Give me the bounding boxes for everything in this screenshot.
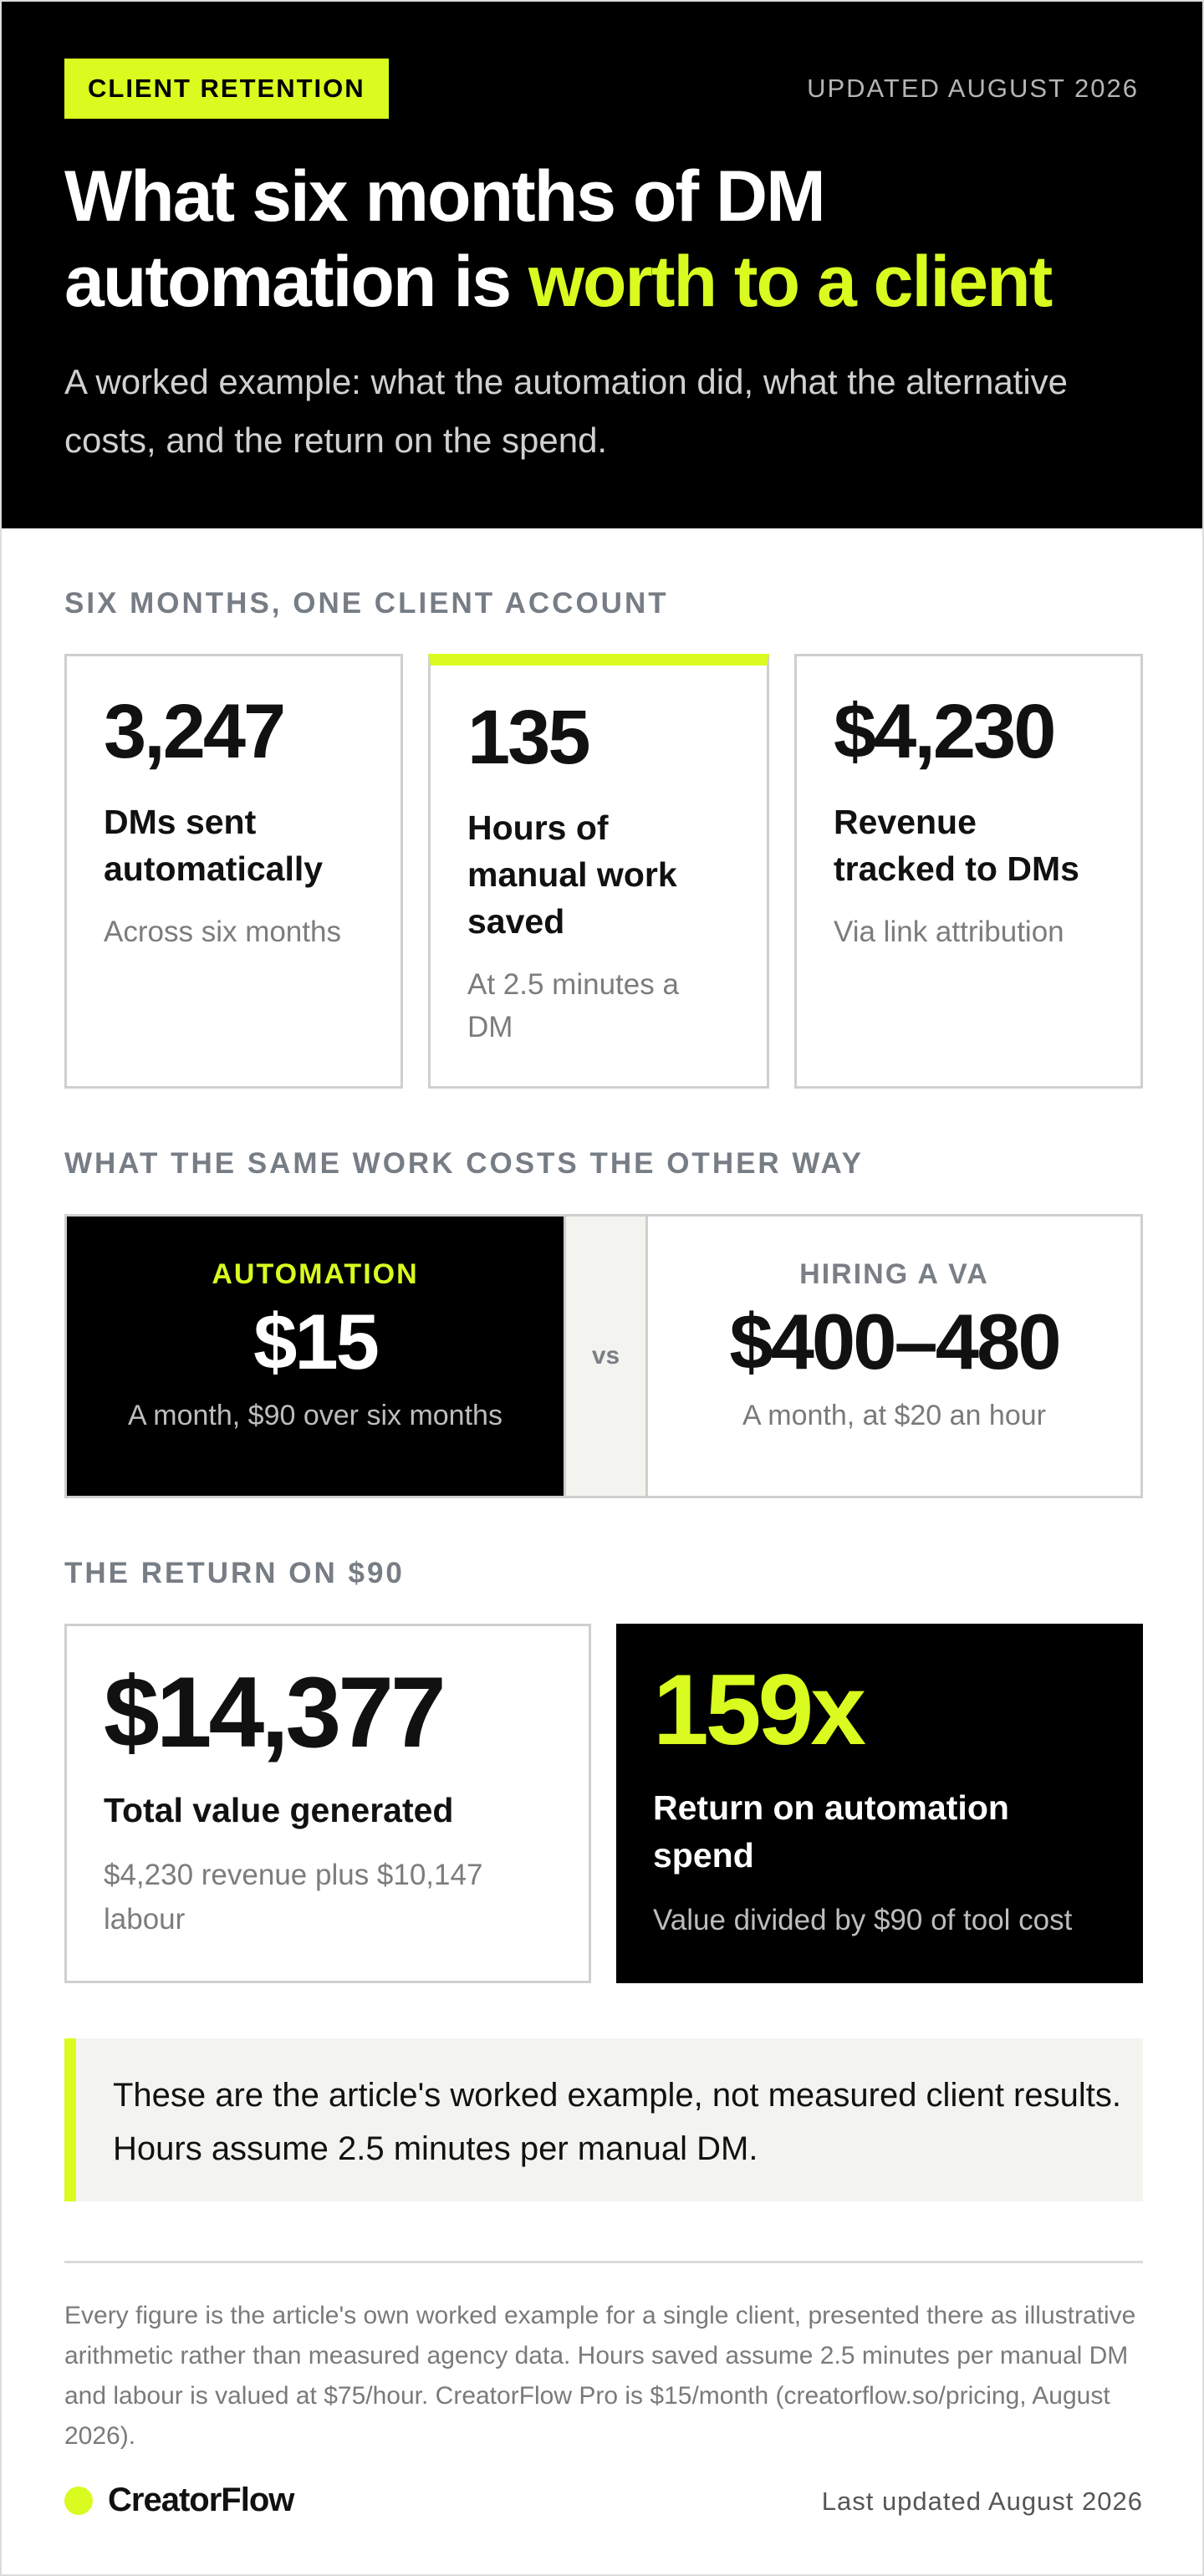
automation-cost-card (64, 1214, 566, 1498)
cost-comparison (64, 1214, 1143, 1498)
stat-note: Via link attribution (834, 916, 1064, 948)
stat-title: DMs sent automatically (104, 803, 324, 888)
stats-section-label: SIX MONTHS, ONE CLIENT ACCOUNT (64, 587, 669, 620)
headline-text: What six months of DM automation is (64, 156, 824, 322)
va-label: HIRING A VA (799, 1258, 989, 1290)
roi-note: Value divided by $90 of tool cost (653, 1904, 1073, 1936)
stat-value: 135 (467, 695, 589, 780)
roi-card (616, 1624, 1143, 1983)
total-value: $14,377 (104, 1656, 443, 1768)
stat-title: Revenue tracked to DMs (834, 803, 1079, 888)
footer (64, 2478, 1143, 2523)
automation-value: $15 (253, 1298, 377, 1385)
automation-note: A month, $90 over six months (128, 1400, 503, 1431)
stat-title: Hours of manual work saved (467, 809, 677, 941)
last-updated: Last updated August 2026 (821, 2487, 1143, 2516)
headline-accent: worth to a client (528, 242, 1052, 322)
vs-divider: vs (566, 1214, 645, 1498)
brand-logo-icon (64, 2487, 93, 2515)
stat-note: At 2.5 minutes a DM (467, 968, 679, 1043)
total-value-card (64, 1624, 591, 1983)
stat-card-revenue (794, 654, 1143, 1089)
va-cost-card (645, 1214, 1143, 1498)
stat-value: $4,230 (834, 689, 1054, 774)
stat-note: Across six months (104, 916, 341, 948)
stat-value: 3,247 (104, 689, 284, 774)
total-title: Total value generated (104, 1791, 454, 1829)
compare-section-label: WHAT THE SAME WORK COSTS THE OTHER WAY (64, 1147, 864, 1180)
automation-label: AUTOMATION (212, 1258, 419, 1290)
hero-header (2, 2, 1202, 528)
stat-card-dms (64, 654, 403, 1089)
roi-value: 159x (653, 1654, 863, 1766)
stat-card-hours (428, 654, 769, 1089)
roi-title: Return on automation spend (653, 1788, 1009, 1875)
total-note: $4,230 revenue plus $10,147 labour (104, 1859, 483, 1936)
return-section-label: THE RETURN ON $90 (64, 1557, 405, 1589)
headline (64, 154, 1151, 324)
disclaimer-callout: These are the article's worked example, not measured client results. Hours assume 2.5 minutes per manual DM. (64, 2038, 1143, 2201)
brand-name: CreatorFlow (108, 2482, 294, 2518)
va-note: A month, at $20 an hour (742, 1400, 1046, 1431)
footer-divider (64, 2261, 1143, 2263)
subtitle: A worked example: what the automation did, what the alternative costs, and the return on the spend. (64, 362, 1069, 460)
updated-date: UPDATED AUGUST 2026 (807, 74, 1139, 103)
methodology-footnote: Every figure is the article's own worked example for a single client, presented there as illustrative arithmetic rather than measured agency data. Hours saved assume 2.5 minutes per manual DM and labour is valued at $75/hour. CreatorFlow Pro is $15/month (creatorflow.so/pricing, August 2026). (64, 2302, 1136, 2450)
category-badge: CLIENT RETENTION (64, 59, 389, 119)
va-value: $400–480 (729, 1298, 1059, 1385)
